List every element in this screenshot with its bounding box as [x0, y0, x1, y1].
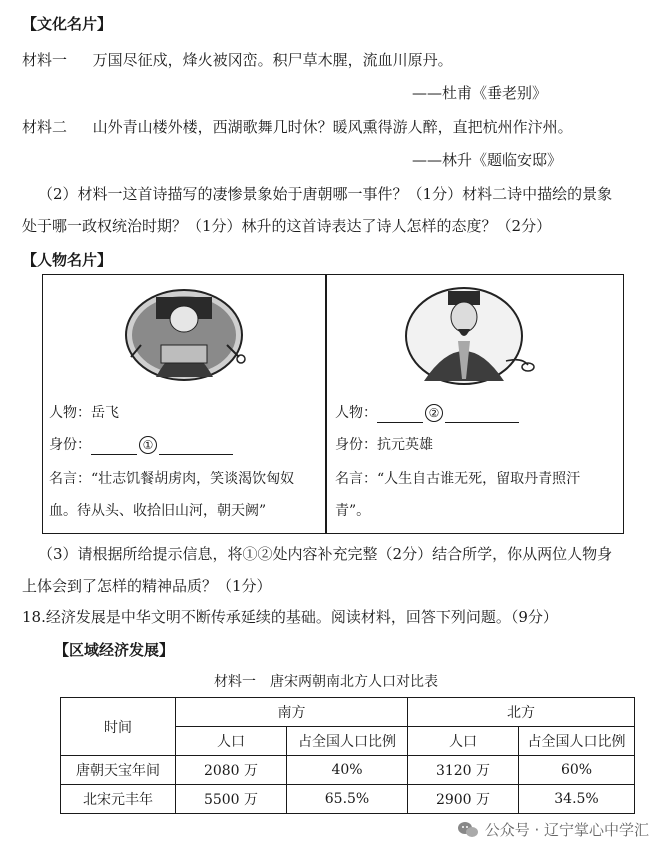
- left-identity-row: [49, 435, 233, 455]
- question18-text: 18.经济发展是中华文明不断传承延续的基础。阅读材料，回答下列问题。（9分）: [22, 608, 558, 626]
- people-heading: 【人物名片】: [22, 251, 113, 269]
- table-row: [61, 756, 635, 785]
- wechat-icon: [457, 821, 479, 839]
- row-north-share: 34.5%: [519, 785, 635, 814]
- row-south-share: 65.5%: [287, 785, 408, 814]
- wen-tianxiang-portrait: [400, 281, 540, 391]
- right-person-label: 人物：: [335, 405, 377, 421]
- row-north-share: 60%: [519, 756, 635, 785]
- right-identity-row: [335, 435, 433, 455]
- header-south: 南方: [176, 698, 408, 727]
- material2-text: 山外青山楼外楼，西湖歌舞几时休？暖风熏得游人醉，直把杭州作汴州。: [92, 118, 573, 136]
- row-time: 北宋元丰年: [61, 785, 176, 814]
- question2-line1: （2）材料一这首诗描写的凄惨景象始于唐朝哪一事件？（1分）材料二诗中描绘的景象: [38, 185, 613, 203]
- left-person-row: [49, 403, 119, 423]
- blank-line: [159, 440, 233, 455]
- watermark: [457, 819, 649, 840]
- blank-line: [91, 440, 137, 455]
- people-cards: [42, 274, 624, 534]
- row-south-share: 40%: [287, 756, 408, 785]
- economy-heading: 【区域经济发展】: [54, 641, 175, 659]
- left-quote-line1: “壮志饥餐胡虏肉，笑谈渴饮匈奴: [91, 471, 295, 487]
- question3-line2: 上体会到了怎样的精神品质？（1分）: [22, 577, 272, 595]
- header-north-population: 人口: [408, 727, 519, 756]
- row-north-population: 2900 万: [408, 785, 519, 814]
- left-identity-blank: ①: [139, 436, 157, 454]
- right-quote-line1: “人生自古谁无死，留取丹青照汗: [377, 471, 581, 487]
- table-row: [61, 785, 635, 814]
- question2-line2: 处于哪一政权统治时期？（1分）林升的这首诗表达了诗人怎样的态度？（2分）: [22, 217, 552, 235]
- material2-source: ——林升《题临安邸》: [412, 151, 563, 169]
- culture-heading: 【文化名片】: [22, 15, 113, 33]
- header-time: 时间: [61, 698, 176, 756]
- right-person-row: [335, 403, 519, 423]
- row-north-population: 3120 万: [408, 756, 519, 785]
- table-header-row: [61, 698, 635, 727]
- question3-line1: （3）请根据所给提示信息，将①②处内容补充完整（2分）结合所学，你从两位人物身: [38, 545, 613, 563]
- right-person-blank: ②: [425, 404, 443, 422]
- right-identity-value: 抗元英雄: [377, 437, 433, 453]
- material2-label: 材料二: [22, 118, 68, 136]
- table-title: 材料一 唐宋两朝南北方人口对比表: [214, 674, 438, 690]
- right-quote-row: [335, 469, 580, 489]
- watermark-text: 公众号 · 辽宁掌心中学汇: [484, 821, 649, 839]
- right-identity-label: 身份：: [335, 437, 377, 453]
- header-south-population: 人口: [176, 727, 287, 756]
- material1-label: 材料一: [22, 51, 68, 69]
- header-north-share: 占全国人口比例: [519, 727, 635, 756]
- left-identity-label: 身份：: [49, 437, 91, 453]
- left-person-label: 人物：: [49, 405, 91, 421]
- material1-line: [22, 50, 453, 70]
- card-divider: [325, 275, 327, 533]
- row-south-population: 2080 万: [176, 756, 287, 785]
- header-south-share: 占全国人口比例: [287, 727, 408, 756]
- row-south-population: 5500 万: [176, 785, 287, 814]
- left-quote-line2: 血。待从头、收拾旧山河，朝天阙”: [49, 503, 267, 519]
- yue-fei-portrait: [121, 285, 251, 385]
- blank-line: [377, 408, 423, 423]
- left-person-value: 岳飞: [91, 405, 119, 421]
- row-time: 唐朝天宝年间: [61, 756, 176, 785]
- right-quote-label: 名言：: [335, 471, 377, 487]
- left-quote-row: [49, 469, 294, 489]
- material2-line: [22, 117, 573, 137]
- material1-text: 万国尽征戍，烽火被冈峦。积尸草木腥，流血川原丹。: [92, 51, 453, 69]
- population-table: [60, 697, 635, 814]
- header-north: 北方: [408, 698, 635, 727]
- material1-source: ——杜甫《垂老别》: [412, 84, 548, 102]
- left-quote-label: 名言：: [49, 471, 91, 487]
- blank-line: [445, 408, 519, 423]
- right-quote-line2: 青”。: [335, 503, 371, 519]
